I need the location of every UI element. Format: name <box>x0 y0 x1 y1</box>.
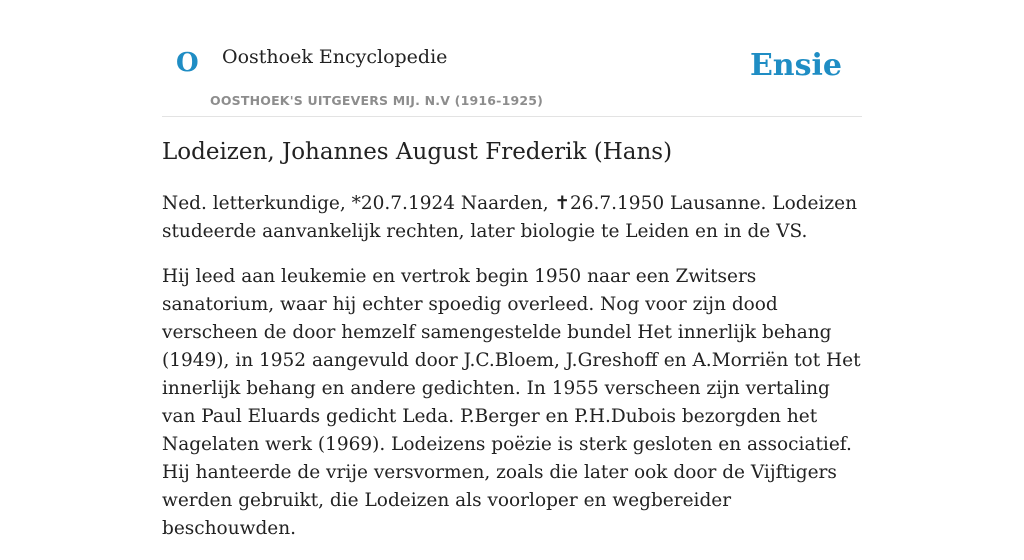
entry-paragraph: Hij leed aan leukemie en vertrok begin 1950 naar een Zwitsers sanatorium, waar hij echter spoedig overleed. Nog voor zijn dood verscheen de door hemzelf samengestelde bundel Het innerlijk behang (1949), in 1952 aangevuld door J.C.Bloem, J.Greshoff en A.Morriën tot Het innerlijk behang en andere gedichten. In 1955 verscheen zijn vertaling van Paul Eluards gedicht Leda. P.Berger en P.H.Dubois bezorgden het Nagelaten werk (1969). Lodeizens poëzie is sterk gesloten en associatief. Hij hanteerde de vrije versvormen, zoals die later ook door de Vijftigers werden gebruikt, die Lodeizen als voorloper en wegbereider beschouwden. <box>162 265 861 539</box>
site-header <box>162 0 862 117</box>
book-title-link[interactable]: Oosthoek Encyclopedie <box>222 46 448 68</box>
entry-title: Lodeizen, Johannes August Frederik (Hans) <box>162 139 673 165</box>
ensie-logo-link[interactable]: Ensie <box>749 48 842 83</box>
book-logo-letter[interactable]: O <box>176 48 199 78</box>
entry-content <box>162 138 862 560</box>
book-subtitle: OOSTHOEK'S UITGEVERS MIJ. N.V (1916-1925) <box>210 93 544 108</box>
entry-paragraph: Ned. letterkundige, *20.7.1924 Naarden, ✝26.7.1950 Lausanne. Lodeizen studeerde aanvankelijk rechten, later biologie te Leiden en in de VS. <box>162 192 858 242</box>
